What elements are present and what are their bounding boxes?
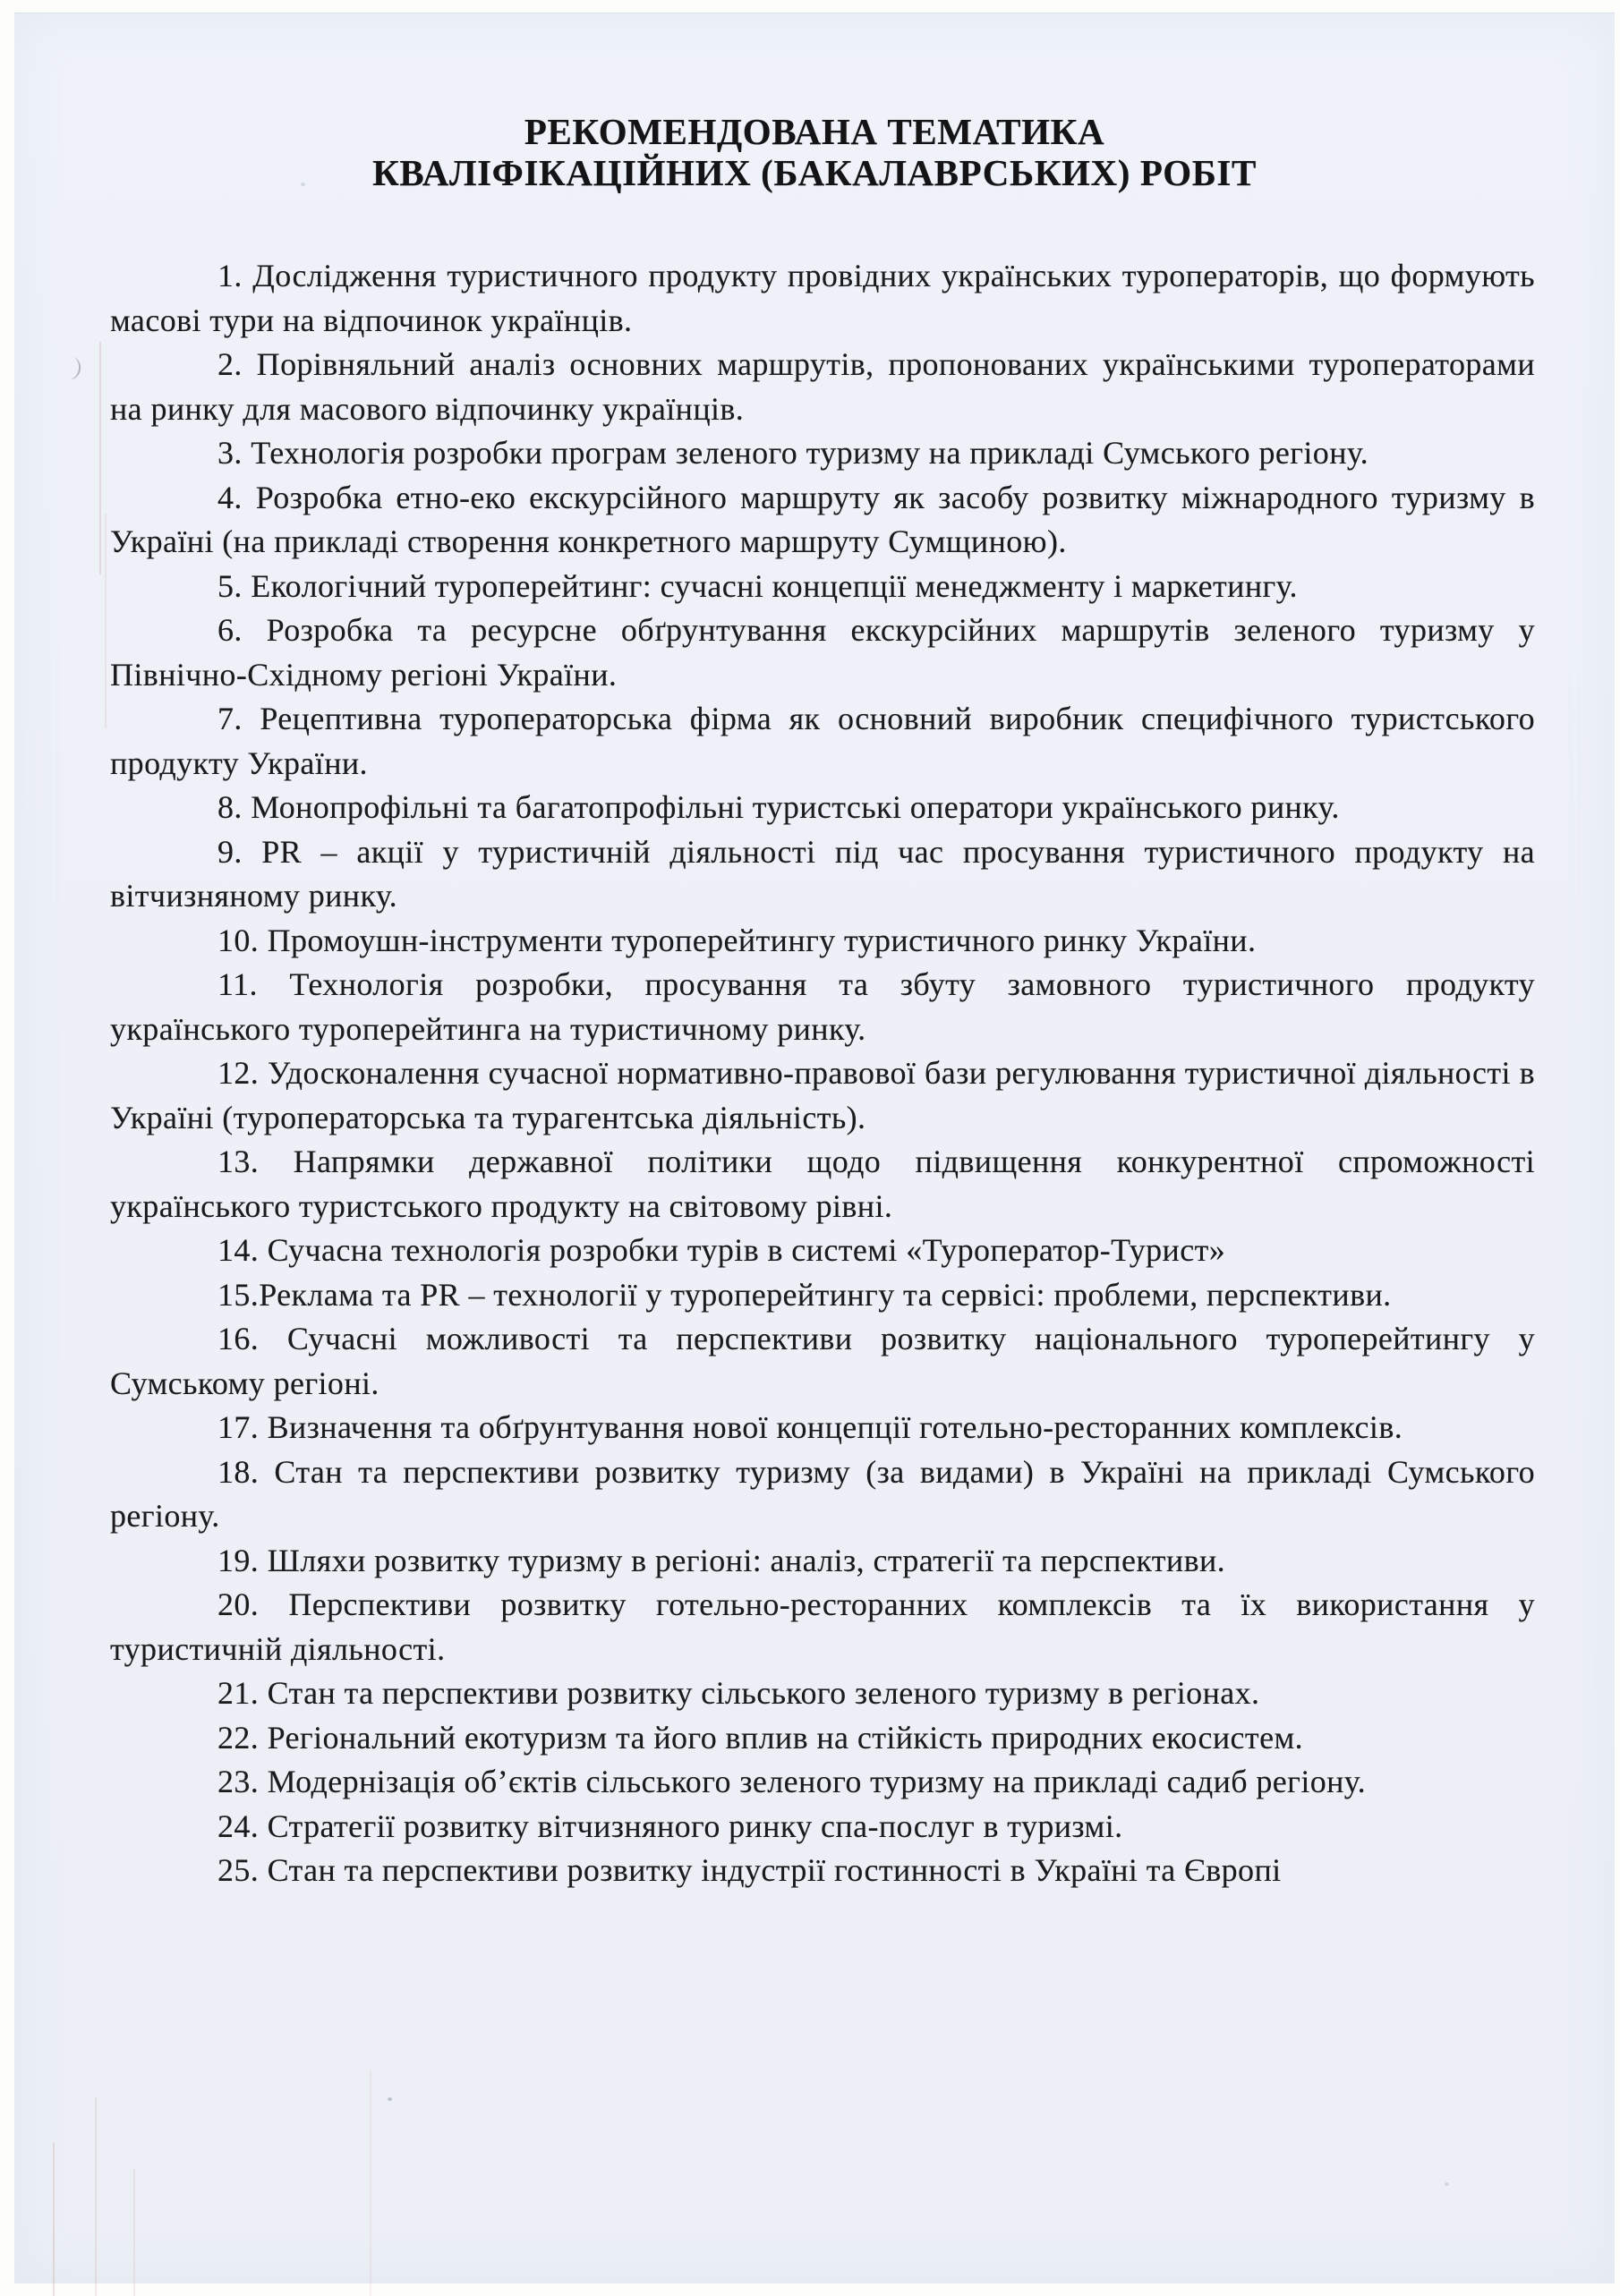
topic-item: 14. Сучасна технологія розробки турів в системі «Туроператор-Турист» xyxy=(217,1232,1226,1268)
topic-item: 11. Технологія розробки, просування та збуту замовного туристичного продукту українського туроперейтинга на туристичному ринку. xyxy=(110,966,1535,1047)
topic-item: 19. Шляхи розвитку туризму в регіоні: аналіз, стратегії та перспективи. xyxy=(217,1542,1226,1578)
topic-item: 1. Дослідження туристичного продукту провідних українських туроператорів, що формують масові тури на відпочинок українців. xyxy=(110,258,1535,338)
topic-item: 12. Удосконалення сучасної нормативно-правової бази регулювання туристичної діяльності в Україні (туроператорська та турагентська діяльність). xyxy=(110,1055,1535,1135)
document-title-line-2: КВАЛІФІКАЦІЙНИХ (БАКАЛАВРСЬКИХ) РОБІТ xyxy=(372,152,1257,193)
topic-item: 9. PR – акції у туристичній діяльності під час просування туристичного продукту на вітчизняному ринку. xyxy=(110,833,1535,914)
topic-item: 22. Регіональний екотуризм та його вплив на стійкість природних екосистем. xyxy=(217,1719,1304,1756)
topic-item: 7. Рецептивна туроператорська фірма як основний виробник специфічного туристського продукту України. xyxy=(110,701,1535,781)
topic-item: 18. Стан та перспективи розвитку туризму (за видами) в Україні на прикладі Сумського регіону. xyxy=(110,1453,1535,1534)
topic-item: 3. Технологія розробки програм зеленого туризму на прикладі Сумського регіону. xyxy=(217,435,1369,471)
topic-item: 16. Сучасні можливості та перспективи розвитку національного туроперейтингу у Сумському регіоні. xyxy=(110,1321,1535,1401)
scan-streak xyxy=(53,2142,55,2296)
pencil-mark xyxy=(68,356,82,380)
topic-item: 15.Реклама та PR – технології у туроперейтингу та сервісі: проблеми, перспективи. xyxy=(217,1276,1392,1313)
document-title xyxy=(14,111,1615,193)
topic-item: 8. Монопрофільні та багатопрофільні туристські оператори українського ринку. xyxy=(217,789,1340,825)
scan-streak xyxy=(133,2169,135,2296)
topics-list xyxy=(110,254,1535,1893)
topic-item: 2. Порівняльний аналіз основних маршрутів, пропонованих українськими туроператорами на ринку для масового відпочинку українців. xyxy=(110,346,1535,427)
topic-item: 24. Стратегії розвитку вітчизняного ринку спа-послуг в туризмі. xyxy=(217,1807,1123,1844)
topic-item: 20. Перспективи розвитку готельно-ресторанних комплексів та їх використання у туристичній діяльності. xyxy=(110,1586,1535,1667)
topic-item: 13. Напрямки державної політики щодо підвищення конкурентної спроможності українського туристського продукту на світовому рівні. xyxy=(110,1144,1535,1224)
scan-streak xyxy=(370,2071,371,2296)
scan-streak xyxy=(99,342,101,574)
topic-item: 25. Стан та перспективи розвитку індустрії гостинності в Україні та Європі xyxy=(217,1852,1282,1888)
topic-item: 17. Визначення та обґрунтування нової концепції готельно-ресторанних комплексів. xyxy=(217,1409,1403,1445)
scan-streak xyxy=(95,2097,97,2296)
topic-item: 6. Розробка та ресурсне обґрунтування екскурсійних маршрутів зеленого туризму у Північно-Східному регіоні України. xyxy=(110,612,1535,693)
scan-speck xyxy=(1445,2182,1449,2186)
scan-streak xyxy=(105,514,107,728)
topic-item: 4. Розробка етно-еко екскурсійного маршруту як засобу розвитку міжнародного туризму в Україні (на прикладі створення конкретного маршруту Сумщиною). xyxy=(110,479,1535,559)
topic-item: 10. Промоушн-інструменти туроперейтингу туристичного ринку України. xyxy=(217,922,1257,958)
document-title-line-1: РЕКОМЕНДОВАНА ТЕМАТИКА xyxy=(524,111,1105,152)
topic-item: 21. Стан та перспективи розвитку сільського зеленого туризму в регіонах. xyxy=(217,1675,1260,1711)
scanned-page xyxy=(14,13,1615,2283)
topic-item: 23. Модернізація об’єктів сільського зеленого туризму на прикладі садиб регіону. xyxy=(217,1764,1366,1799)
scan-speck xyxy=(388,2097,392,2101)
topic-item: 5. Екологічний туроперейтинг: сучасні концепції менеджменту і маркетингу. xyxy=(217,567,1298,604)
